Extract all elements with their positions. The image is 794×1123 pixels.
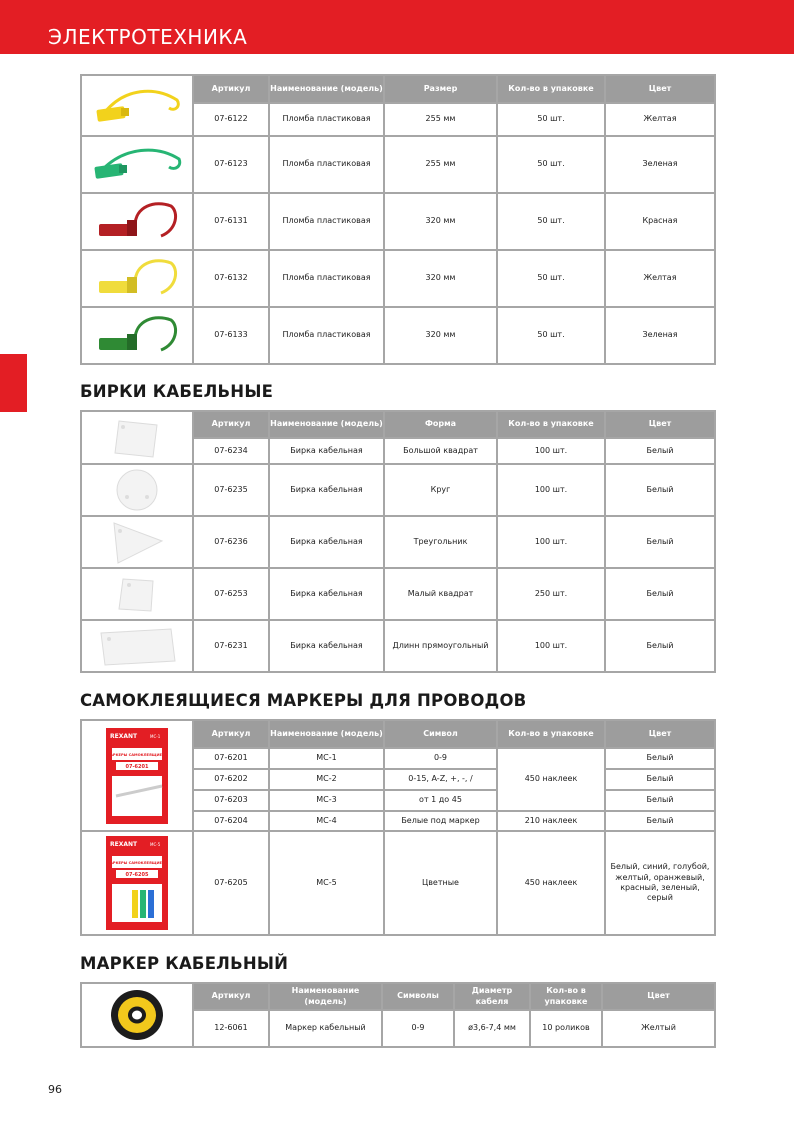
tag-image-big-square (81, 411, 193, 464)
color-cell: Желтая (605, 250, 715, 307)
seals-table (80, 74, 716, 365)
article-cell: 07-6231 (193, 620, 269, 672)
name-cell: Бирка кабельная (269, 438, 384, 464)
article-cell: 07-6123 (193, 136, 269, 193)
header-article: Артикул (193, 411, 269, 438)
article-cell: 07-6234 (193, 438, 269, 464)
qty-cell-merged: 450 наклеек (497, 748, 605, 811)
header-name: Наименование (модель) (269, 75, 384, 103)
header-color: Цвет (605, 75, 715, 103)
color-cell: Желтый (602, 1010, 715, 1047)
size-cell: 255 мм (384, 136, 497, 193)
section-title: ЭЛЕКТРОТЕХНИКА (48, 25, 248, 49)
shape-cell: Малый квадрат (384, 568, 497, 620)
tags-table (80, 410, 716, 673)
table-row (81, 516, 715, 568)
package-brand-text: REXANT (110, 732, 138, 740)
table-row (81, 831, 715, 935)
symbol-cell: Цветные (384, 831, 497, 935)
shape-cell: Круг (384, 464, 497, 516)
markers-heading: САМОКЛЕЯЩИЕСЯ МАРКЕРЫ ДЛЯ ПРОВОДОВ (80, 691, 527, 710)
header-color: Цвет (605, 411, 715, 438)
qty-cell: 250 шт. (497, 568, 605, 620)
symbol-cell: 0-9 (384, 748, 497, 769)
shape-cell: Треугольник (384, 516, 497, 568)
marker-package-image-2 (81, 831, 193, 935)
table-row (81, 250, 715, 307)
tag-image-long-rectangle (81, 620, 193, 672)
header-shape: Форма (384, 411, 497, 438)
shape-cell: Длинн прямоугольный (384, 620, 497, 672)
header-diameter: Диаметр кабеля (454, 983, 530, 1010)
package-model-text: МС-5 (150, 842, 161, 847)
color-cell: Белый (605, 568, 715, 620)
cable-marker-roll-image (81, 983, 193, 1047)
table-row (81, 307, 715, 364)
name-cell: Пломба пластиковая (269, 250, 384, 307)
header-qty: Кол-во в упаковке (530, 983, 602, 1010)
color-cell: Белый (605, 438, 715, 464)
tag-image-triangle (81, 516, 193, 568)
header-article: Артикул (193, 720, 269, 748)
table-row (81, 464, 715, 516)
color-cell: Желтая (605, 103, 715, 136)
markers-table (80, 719, 716, 936)
cable-marker-table (80, 982, 716, 1048)
qty-cell: 50 шт. (497, 103, 605, 136)
article-cell: 07-6132 (193, 250, 269, 307)
symbol-cell: от 1 до 45 (384, 790, 497, 811)
header-symbol: Символ (384, 720, 497, 748)
size-cell: 255 мм (384, 103, 497, 136)
qty-cell: 100 шт. (497, 464, 605, 516)
package-model-text: МС-1 (150, 733, 161, 739)
article-cell: 07-6204 (193, 811, 269, 831)
header-color: Цвет (605, 720, 715, 748)
seal-image-green (81, 136, 193, 193)
article-cell: 07-6122 (193, 103, 269, 136)
article-cell: 12-6061 (193, 1010, 269, 1047)
article-cell: 07-6202 (193, 769, 269, 790)
package-code-text: 07-6201 (125, 763, 149, 770)
color-cell: Белый (605, 811, 715, 831)
article-cell: 07-6133 (193, 307, 269, 364)
qty-cell: 50 шт. (497, 193, 605, 250)
name-cell: МС-3 (269, 790, 384, 811)
size-cell: 320 мм (384, 307, 497, 364)
name-cell: Бирка кабельная (269, 464, 384, 516)
name-cell: Маркер кабельный (269, 1010, 382, 1047)
side-tab-marker (0, 354, 27, 412)
seal-image-green-long (81, 307, 193, 364)
section-header-bar (0, 0, 794, 54)
name-cell: Бирка кабельная (269, 620, 384, 672)
color-cell: Белый, синий, голубой, желтый, оранжевый, красный, зеленый, серый (605, 831, 715, 935)
article-cell: 07-6235 (193, 464, 269, 516)
seal-image-yellow (81, 75, 193, 136)
header-article: Артикул (193, 983, 269, 1010)
name-cell: МС-4 (269, 811, 384, 831)
name-cell: Пломба пластиковая (269, 193, 384, 250)
header-name: Наименование (модель) (269, 983, 382, 1010)
name-cell: МС-2 (269, 769, 384, 790)
qty-cell: 450 наклеек (497, 831, 605, 935)
package-brand-text: REXANT (110, 841, 138, 848)
symbol-cell: Белые под маркер (384, 811, 497, 831)
qty-cell: 100 шт. (497, 620, 605, 672)
seal-image-red (81, 193, 193, 250)
shape-cell: Большой квадрат (384, 438, 497, 464)
table-row (81, 193, 715, 250)
name-cell: МС-5 (269, 831, 384, 935)
table-row (81, 620, 715, 672)
qty-cell: 10 роликов (530, 1010, 602, 1047)
article-cell: 07-6131 (193, 193, 269, 250)
name-cell: МС-1 (269, 748, 384, 769)
color-cell: Зеленая (605, 136, 715, 193)
header-qty: Кол-во в упаковке (497, 411, 605, 438)
name-cell: Пломба пластиковая (269, 103, 384, 136)
marker-package-image-1 (81, 720, 193, 831)
color-cell: Белый (605, 620, 715, 672)
article-cell: 07-6203 (193, 790, 269, 811)
header-symbols: Символы (382, 983, 454, 1010)
name-cell: Пломба пластиковая (269, 307, 384, 364)
diameter-cell: ø3,6-7,4 мм (454, 1010, 530, 1047)
color-cell: Красная (605, 193, 715, 250)
package-title-text: МАРКЕРЫ САМОКЛЕЯЩИЕСЯ (106, 752, 168, 757)
header-qty: Кол-во в упаковке (497, 720, 605, 748)
article-cell: 07-6205 (193, 831, 269, 935)
table-row (81, 568, 715, 620)
qty-cell: 100 шт. (497, 438, 605, 464)
name-cell: Бирка кабельная (269, 568, 384, 620)
header-name: Наименование (модель) (269, 720, 384, 748)
name-cell: Пломба пластиковая (269, 136, 384, 193)
header-qty: Кол-во в упаковке (497, 75, 605, 103)
header-article: Артикул (193, 75, 269, 103)
name-cell: Бирка кабельная (269, 516, 384, 568)
package-title-text: МАРКЕРЫ САМОКЛЕЯЩИЕСЯ (106, 861, 168, 865)
article-cell: 07-6201 (193, 748, 269, 769)
qty-cell: 210 наклеек (497, 811, 605, 831)
color-cell: Зеленая (605, 307, 715, 364)
table-row (81, 136, 715, 193)
qty-cell: 50 шт. (497, 307, 605, 364)
symbols-cell: 0-9 (382, 1010, 454, 1047)
size-cell: 320 мм (384, 250, 497, 307)
article-cell: 07-6236 (193, 516, 269, 568)
tag-image-circle (81, 464, 193, 516)
header-color: Цвет (602, 983, 715, 1010)
header-size: Размер (384, 75, 497, 103)
size-cell: 320 мм (384, 193, 497, 250)
tags-heading: БИРКИ КАБЕЛЬНЫЕ (80, 382, 274, 401)
color-cell: Белый (605, 769, 715, 790)
qty-cell: 50 шт. (497, 250, 605, 307)
qty-cell: 100 шт. (497, 516, 605, 568)
cable-marker-heading: МАРКЕР КАБЕЛЬНЫЙ (80, 954, 289, 973)
package-code-text: 07-6205 (125, 872, 149, 878)
qty-cell: 50 шт. (497, 136, 605, 193)
color-cell: Белый (605, 748, 715, 769)
tag-image-small-square (81, 568, 193, 620)
color-cell: Белый (605, 464, 715, 516)
seal-image-yellow-long (81, 250, 193, 307)
symbol-cell: 0-15, A-Z, +, -, / (384, 769, 497, 790)
header-name: Наименование (модель) (269, 411, 384, 438)
article-cell: 07-6253 (193, 568, 269, 620)
color-cell: Белый (605, 516, 715, 568)
color-cell: Белый (605, 790, 715, 811)
page-number: 96 (48, 1083, 62, 1096)
